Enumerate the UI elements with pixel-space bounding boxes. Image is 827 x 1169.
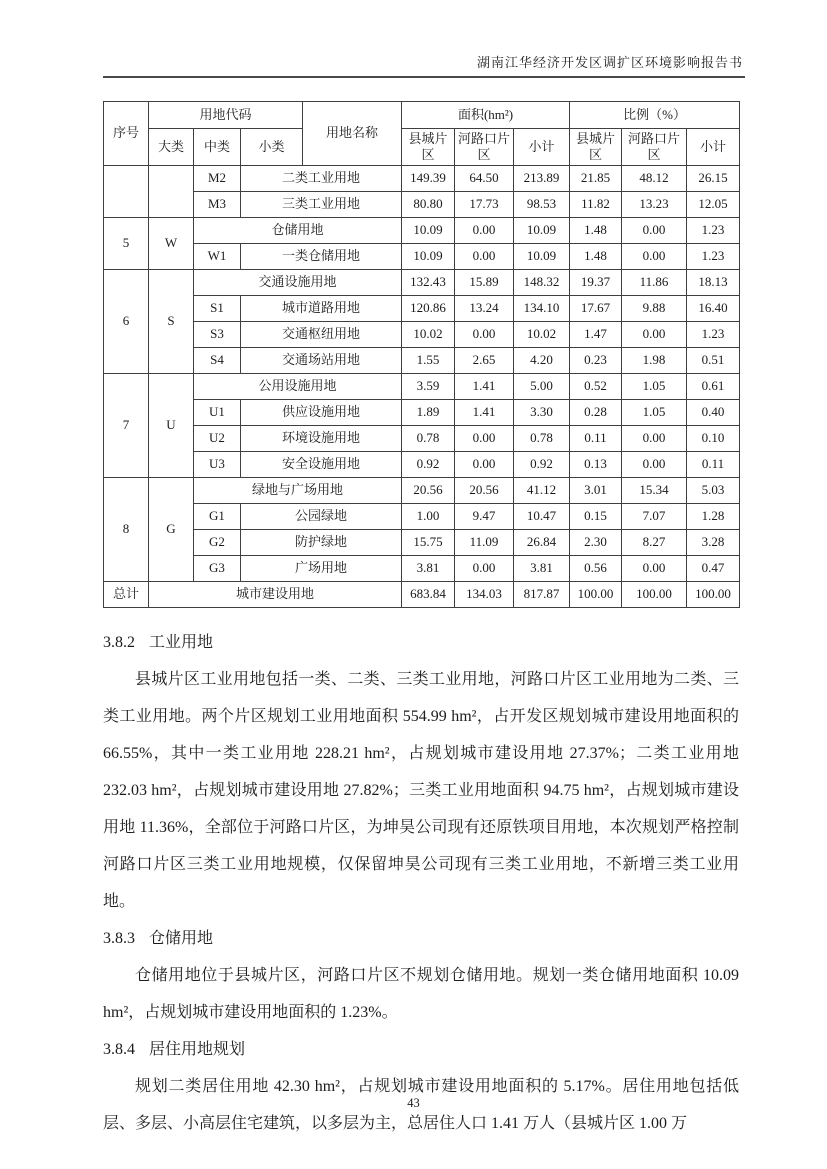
header-major: 大类: [149, 129, 194, 166]
cell-value: 1.55: [402, 348, 455, 374]
cell-value: 17.67: [570, 296, 622, 322]
cell-value: 100.00: [570, 582, 622, 608]
cell-value: 1.89: [402, 400, 455, 426]
cell-index: 8: [104, 478, 149, 582]
table-row: [104, 244, 740, 270]
cell-value: 134.10: [514, 296, 570, 322]
cell-value: 80.80: [402, 192, 455, 218]
table-row: [104, 218, 740, 244]
body-text: [103, 624, 739, 1142]
cell-code: U3: [194, 452, 241, 478]
cell-value: 0.52: [570, 374, 622, 400]
cell-value: 0.11: [687, 452, 740, 478]
cell-value: 0.11: [570, 426, 622, 452]
cell-value: 26.84: [514, 530, 570, 556]
cell-index: 7: [104, 374, 149, 478]
cell-value: 149.39: [402, 166, 455, 192]
cell-value: 15.75: [402, 530, 455, 556]
cell-value: 1.23: [687, 218, 740, 244]
cell-value: 3.81: [514, 556, 570, 582]
section-number: 3.8.2: [103, 634, 135, 651]
table-row: [104, 426, 740, 452]
table-row: [104, 400, 740, 426]
cell-code: S3: [194, 322, 241, 348]
cell-value: 1.48: [570, 244, 622, 270]
table-row: [104, 556, 740, 582]
cell-value: 10.47: [514, 504, 570, 530]
header-middle: 中类: [194, 129, 241, 166]
table-row: [104, 166, 740, 192]
table-row: [104, 348, 740, 374]
cell-value: 10.09: [514, 244, 570, 270]
cell-value: 100.00: [687, 582, 740, 608]
cell-value: 0.56: [570, 556, 622, 582]
cell-value: 1.05: [622, 374, 687, 400]
table-header-row: [104, 102, 740, 129]
cell-name: 绿地与广场用地: [194, 478, 402, 504]
cell-code: S4: [194, 348, 241, 374]
page-content: [103, 101, 739, 1142]
cell-name: 二类工业用地: [241, 166, 402, 192]
cell-value: 15.34: [622, 478, 687, 504]
cell-value: 0.23: [570, 348, 622, 374]
cell-major: W: [149, 218, 194, 270]
cell-name: 城市建设用地: [149, 582, 402, 608]
table-row: [104, 322, 740, 348]
cell-index: 6: [104, 270, 149, 374]
table-row: [104, 504, 740, 530]
cell-code: M3: [194, 192, 241, 218]
cell-value: 148.32: [514, 270, 570, 296]
header-area-subtotal: 小计: [514, 129, 570, 166]
cell-major: S: [149, 270, 194, 374]
cell-value: 0.13: [570, 452, 622, 478]
cell-name: 城市道路用地: [241, 296, 402, 322]
page-number: 43: [407, 1096, 420, 1110]
cell-major: U: [149, 374, 194, 478]
table-row: [104, 192, 740, 218]
header-area-group: 面积(hm²): [402, 102, 570, 129]
cell-value: 1.48: [570, 218, 622, 244]
cell-name: 安全设施用地: [241, 452, 402, 478]
cell-value: 0.78: [402, 426, 455, 452]
section-title: 居住用地规划: [149, 1041, 246, 1058]
cell-value: 0.00: [622, 556, 687, 582]
cell-value: 10.09: [402, 244, 455, 270]
header-area-district-b: 河路口片区: [455, 129, 514, 166]
cell-value: 5.03: [687, 478, 740, 504]
cell-value: 683.84: [402, 582, 455, 608]
cell-value: 1.98: [622, 348, 687, 374]
cell-value: 0.10: [687, 426, 740, 452]
cell-value: 8.27: [622, 530, 687, 556]
cell-value: 20.56: [455, 478, 514, 504]
cell-value: 0.00: [622, 322, 687, 348]
cell-value: 3.30: [514, 400, 570, 426]
cell-value: 0.92: [514, 452, 570, 478]
cell-value: 0.61: [687, 374, 740, 400]
land-use-table: [103, 101, 740, 608]
cell-value: 120.86: [402, 296, 455, 322]
cell-value: 0.15: [570, 504, 622, 530]
cell-value: 7.07: [622, 504, 687, 530]
table-row: [104, 530, 740, 556]
cell-name: 交通枢纽用地: [241, 322, 402, 348]
cell-value: 3.28: [687, 530, 740, 556]
header-ratio-subtotal: 小计: [687, 129, 740, 166]
cell-value: 15.89: [455, 270, 514, 296]
cell-value: 10.09: [402, 218, 455, 244]
cell-value: 0.28: [570, 400, 622, 426]
cell-code: W1: [194, 244, 241, 270]
cell-value: 100.00: [622, 582, 687, 608]
cell-name: 一类仓储用地: [241, 244, 402, 270]
cell-value: 0.00: [455, 426, 514, 452]
cell-value: 11.09: [455, 530, 514, 556]
cell-value: 1.41: [455, 374, 514, 400]
cell-value: 0.00: [455, 556, 514, 582]
cell-value: 0.92: [402, 452, 455, 478]
cell-value: 213.89: [514, 166, 570, 192]
cell-major: G: [149, 478, 194, 582]
cell-value: 0.00: [455, 452, 514, 478]
table-row-total: [104, 582, 740, 608]
cell-value: 5.00: [514, 374, 570, 400]
cell-code: G3: [194, 556, 241, 582]
cell-code: U2: [194, 426, 241, 452]
table-row: [104, 374, 740, 400]
cell-value: 12.05: [687, 192, 740, 218]
cell-value: 2.65: [455, 348, 514, 374]
table-row: [104, 270, 740, 296]
cell-value: 11.82: [570, 192, 622, 218]
cell-value: 132.43: [402, 270, 455, 296]
running-header: [103, 52, 743, 71]
cell-value: 0.47: [687, 556, 740, 582]
header-index: 序号: [104, 102, 149, 166]
table-row: [104, 478, 740, 504]
cell-value: 2.30: [570, 530, 622, 556]
cell-value: 1.23: [687, 322, 740, 348]
cell-value: 21.85: [570, 166, 622, 192]
section-number: 3.8.4: [103, 1041, 135, 1058]
cell-index: 总计: [104, 582, 149, 608]
table-row: [104, 452, 740, 478]
cell-name: 供应设施用地: [241, 400, 402, 426]
cell-code: U1: [194, 400, 241, 426]
cell-value: 10.09: [514, 218, 570, 244]
header-area-district-a: 县城片区: [402, 129, 455, 166]
cell-value: 10.02: [514, 322, 570, 348]
cell-value: 9.47: [455, 504, 514, 530]
cell-value: 18.13: [687, 270, 740, 296]
cell-value: 1.23: [687, 244, 740, 270]
cell-name: 交通场站用地: [241, 348, 402, 374]
cell-value: 0.00: [622, 426, 687, 452]
cell-code: G2: [194, 530, 241, 556]
cell-value: 1.41: [455, 400, 514, 426]
cell-value: 64.50: [455, 166, 514, 192]
cell-value: 16.40: [687, 296, 740, 322]
cell-value: 4.20: [514, 348, 570, 374]
header-ratio-district-b: 河路口片区: [622, 129, 687, 166]
cell-value: 9.88: [622, 296, 687, 322]
cell-value: 10.02: [402, 322, 455, 348]
cell-value: 26.15: [687, 166, 740, 192]
section-number: 3.8.3: [103, 930, 135, 947]
cell-value: 41.12: [514, 478, 570, 504]
cell-value: 0.00: [455, 218, 514, 244]
cell-code: M2: [194, 166, 241, 192]
cell-value: 817.87: [514, 582, 570, 608]
report-title: 湖南江华经济开发区调扩区环境影响报告书: [476, 55, 743, 70]
header-rule: [103, 76, 745, 78]
cell-name: 公用设施用地: [194, 374, 402, 400]
header-ratio-district-a: 县城片区: [570, 129, 622, 166]
cell-value: 1.05: [622, 400, 687, 426]
cell-value: 11.86: [622, 270, 687, 296]
cell-value: 20.56: [402, 478, 455, 504]
cell-name: 三类工业用地: [241, 192, 402, 218]
cell-name: 防护绿地: [241, 530, 402, 556]
cell-value: 98.53: [514, 192, 570, 218]
section-heading-3-8-3: [103, 920, 739, 957]
cell-value: 0.51: [687, 348, 740, 374]
section-heading-3-8-4: [103, 1031, 739, 1068]
cell-value: 13.24: [455, 296, 514, 322]
header-name: 用地名称: [303, 102, 402, 166]
cell-value: 3.81: [402, 556, 455, 582]
cell-value: 3.59: [402, 374, 455, 400]
cell-value: 48.12: [622, 166, 687, 192]
cell-value: 3.01: [570, 478, 622, 504]
cell-name: 公园绿地: [241, 504, 402, 530]
table-header-row: [104, 129, 740, 166]
cell-value: 0.00: [622, 244, 687, 270]
cell-value: 17.73: [455, 192, 514, 218]
cell-name: 交通设施用地: [194, 270, 402, 296]
cell-value: 0.40: [687, 400, 740, 426]
cell-value: 1.00: [402, 504, 455, 530]
paragraph: 仓储用地位于县城片区，河路口片区不规划仓储用地。规划一类仓储用地面积 10.09 hm²，占规划城市建设用地面积的 1.23%。: [103, 967, 739, 1021]
cell-value: 0.00: [455, 322, 514, 348]
section-title: 仓储用地: [149, 930, 214, 947]
section-heading-3-8-2: [103, 624, 739, 661]
cell-name: 环境设施用地: [241, 426, 402, 452]
cell-value: 13.23: [622, 192, 687, 218]
header-minor: 小类: [241, 129, 303, 166]
section-title: 工业用地: [149, 634, 214, 651]
cell-value: 1.28: [687, 504, 740, 530]
cell-major: [149, 166, 194, 218]
cell-value: 0.78: [514, 426, 570, 452]
cell-value: 1.47: [570, 322, 622, 348]
cell-value: 0.00: [622, 452, 687, 478]
paragraph: 县城片区工业用地包括一类、二类、三类工业用地，河路口片区工业用地为二类、三类工业用地。两个片区规划工业用地面积 554.99 hm²，占开发区规划城市建设用地面积的 66.55%，其中一类工业用地 228.21 hm²，占规划城市建设用地 27.37%；二类工业用地 232.03 hm²，占规划城市建设用地 27.82%；三类工业用地面积 94.75 hm²，占规划城市建设用地 11.36%，全部位于河路口片区，为坤昊公司现有还原铁项目用地，本次规划严格控制河路口片区三类工业用地规模，仅保留坤昊公司现有三类工业用地，不新增三类工业用地。: [103, 671, 739, 910]
cell-code: S1: [194, 296, 241, 322]
cell-index: 5: [104, 218, 149, 270]
paragraph: 规划二类居住用地 42.30 hm²，占规划城市建设用地面积的 5.17%。居住用地包括低层、多层、小高层住宅建筑，以多层为主，总居住人口 1.41 万人（县城片区 1.00 万: [103, 1078, 739, 1132]
cell-value: 134.03: [455, 582, 514, 608]
cell-value: 0.00: [455, 244, 514, 270]
cell-name: 仓储用地: [194, 218, 402, 244]
cell-name: 广场用地: [241, 556, 402, 582]
header-ratio-group: 比例（%）: [570, 102, 740, 129]
table-row: [104, 296, 740, 322]
cell-index: [104, 166, 149, 218]
cell-code: G1: [194, 504, 241, 530]
cell-value: 0.00: [622, 218, 687, 244]
header-code-group: 用地代码: [149, 102, 303, 129]
cell-value: 19.37: [570, 270, 622, 296]
